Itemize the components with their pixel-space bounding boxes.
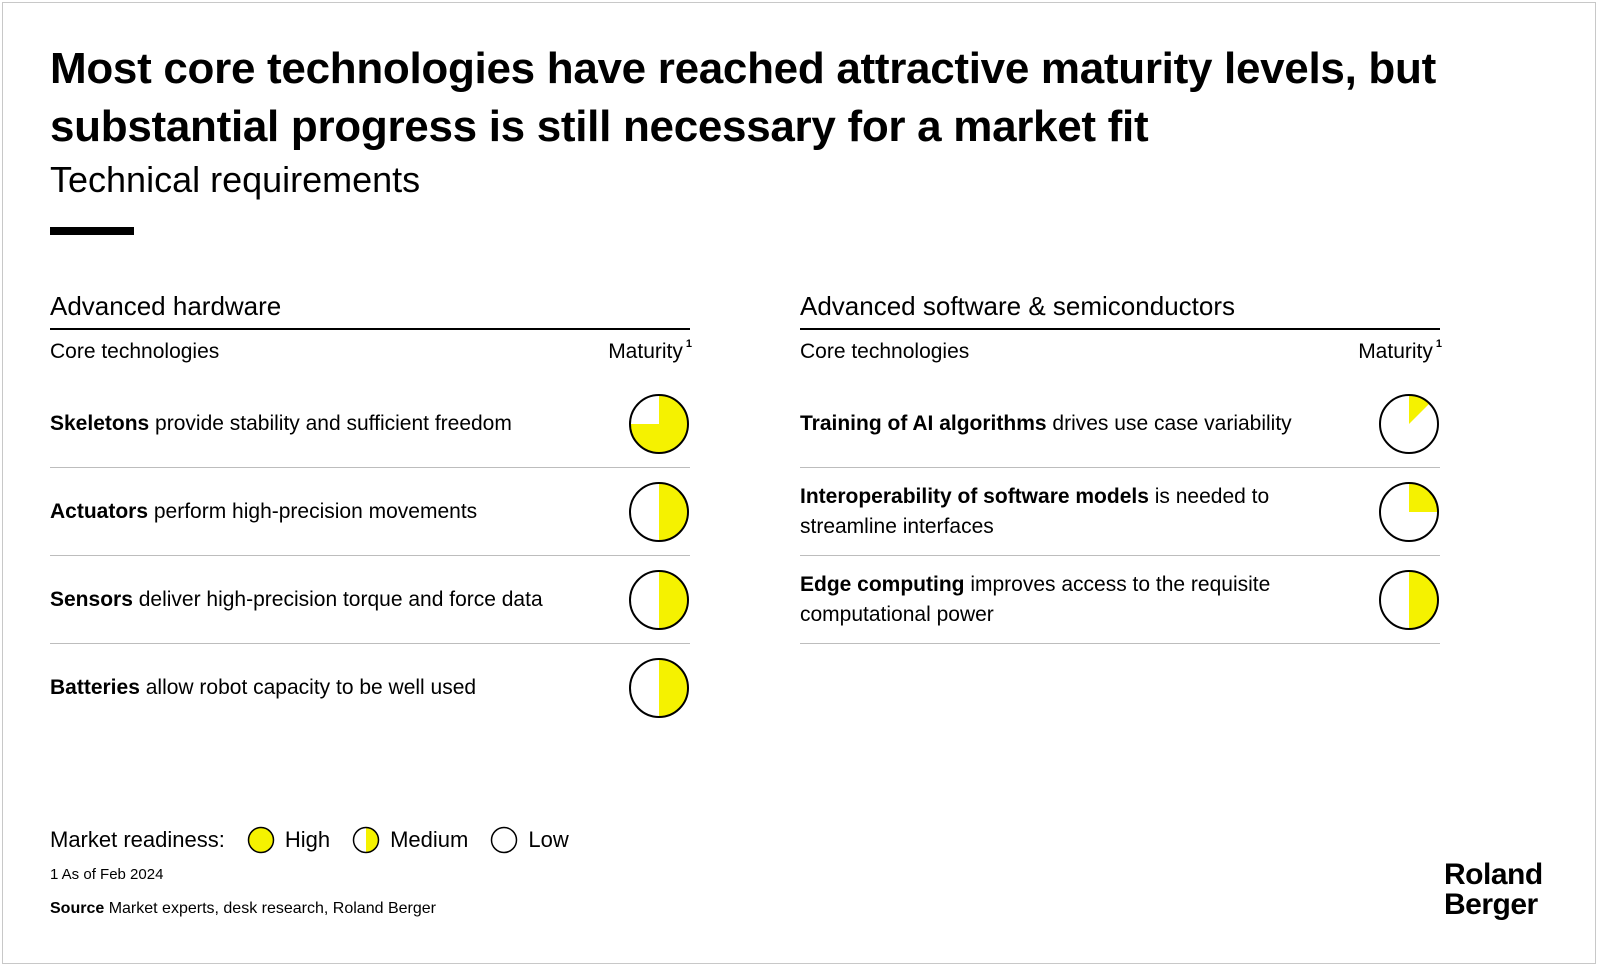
software-panel [800,288,1440,644]
hardware-panel [50,288,690,731]
legend-swatch [490,826,518,854]
technology-description [50,497,590,527]
technology-row [50,468,690,556]
technology-row [800,380,1440,468]
technology-rows [50,380,690,731]
pie-fill [1409,571,1438,629]
pie-fill [659,571,688,629]
technology-description [800,482,1340,542]
column-header-maturity [608,340,692,364]
pie-fill [659,659,688,717]
column-headers [50,330,690,380]
technology-detail: drives use case variability [1046,411,1292,435]
footnote-mark: 1 [685,338,692,350]
source-text: Market experts, desk research, Roland Berger [108,900,436,917]
legend-swatch [247,826,275,854]
maturity-pie [1378,393,1440,455]
maturity-header-label: Maturity [1358,340,1433,363]
pie-fill [366,828,378,853]
column-header-maturity [1358,340,1442,364]
column-header-technologies: Core technologies [50,340,220,363]
technology-description [800,570,1340,630]
column-header-technologies: Core technologies [800,340,970,363]
legend-item [247,826,330,854]
technology-description [50,409,590,439]
technology-detail: perform high-precision movements [148,499,478,523]
technology-row [50,644,690,731]
technology-detail: allow robot capacity to be well used [139,675,477,699]
legend-swatch [352,826,380,854]
technology-detail: deliver high-precision torque and force data [132,587,543,611]
technology-name: Training of AI algorithms [800,411,1047,435]
maturity-pie [1378,481,1440,543]
technology-name: Skeletons [50,411,150,435]
page-subtitle: Technical requirements [50,159,421,200]
technology-rows [800,380,1440,644]
logo-line-2: Berger [1444,888,1538,921]
technology-name: Actuators [50,499,149,523]
technology-name: Interoperability of software models [800,484,1149,508]
technology-row [800,556,1440,644]
legend-item [352,826,468,854]
roland-berger-logo [1444,860,1543,920]
technology-detail: provide stability and sufficient freedom [149,411,512,435]
technology-detail: is needed to streamline interfaces [800,484,1270,538]
legend [50,824,591,856]
column-headers [800,330,1440,380]
logo-line-1: Roland [1444,858,1543,891]
page-title: Most core technologies have reached attractive maturity levels, but substantial progress is still necessary for a market fit [50,44,1436,151]
maturity-header-label: Maturity [608,340,683,363]
legend-items [247,826,591,854]
footnote-mark: 1 [1435,338,1442,350]
maturity-pie [628,393,690,455]
legend-item-label: Medium [390,827,469,852]
technology-row [800,468,1440,556]
technology-description [50,673,590,703]
legend-label: Market readiness: [50,827,225,852]
panel-heading: Advanced software & semiconductors [800,288,1440,330]
maturity-pie [628,481,690,543]
maturity-pie [628,569,690,631]
maturity-pie [1378,569,1440,631]
technology-detail: improves access to the requisite computational power [800,572,1271,626]
technology-name: Batteries [50,675,140,699]
technology-description [50,585,590,615]
legend-item-label: Low [528,827,569,852]
legend-item [490,826,568,854]
technology-name: Sensors [50,587,133,611]
maturity-pie [628,657,690,719]
technology-description [800,409,1340,439]
source-label: Source [50,900,105,917]
source-line [50,900,436,918]
technology-name: Edge computing [800,572,965,596]
accent-bar [50,227,134,235]
legend-item-label: High [284,827,331,852]
footnote: 1 As of Feb 2024 [50,866,164,883]
panel-heading: Advanced hardware [50,288,690,330]
pie-fill [659,483,688,541]
technology-row [50,556,690,644]
technology-row [50,380,690,468]
